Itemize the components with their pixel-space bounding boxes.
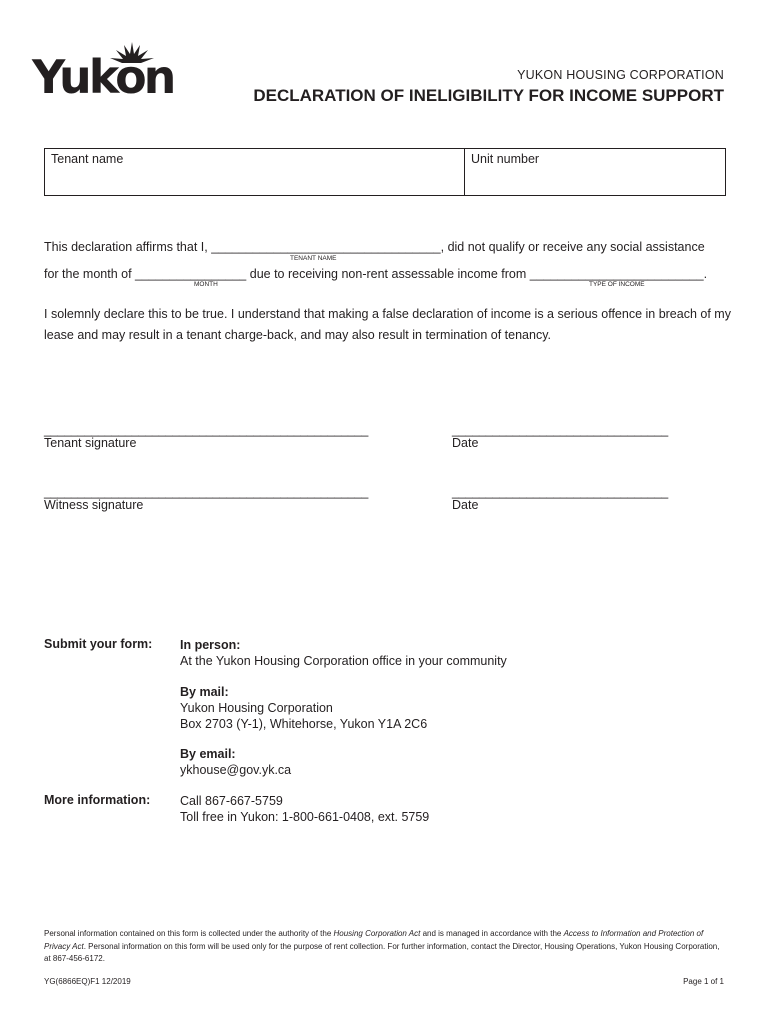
tenant-name-field[interactable]	[45, 149, 465, 195]
submit-in-person	[180, 637, 507, 669]
in-person-title: In person:	[180, 638, 241, 652]
privacy-notice	[44, 928, 724, 966]
tenant-date-line[interactable]: ________________________________	[452, 423, 669, 437]
more-info-contact	[180, 793, 429, 825]
privacy-text: Personal information contained on this form is collected under the authority of the	[44, 929, 334, 938]
submit-by-mail	[180, 684, 427, 732]
declaration-text: for the month of	[44, 267, 136, 281]
unit-number-label: Unit number	[471, 152, 540, 166]
declaration-line-1	[44, 240, 705, 254]
submit-heading: Submit your form:	[44, 637, 153, 651]
more-info-heading: More information:	[44, 793, 151, 807]
witness-date-line[interactable]: ________________________________	[452, 485, 669, 499]
submit-by-email	[180, 746, 291, 778]
unit-number-field[interactable]	[465, 149, 725, 195]
declaration-line-2	[44, 267, 707, 281]
income-type-caption: TYPE OF INCOME	[589, 281, 645, 288]
tenant-date-label: Date	[452, 436, 479, 450]
page-title: DECLARATION OF INELIGIBILITY FOR INCOME SUPPORT	[253, 86, 724, 105]
tenant-info-table	[44, 148, 726, 196]
privacy-text: . Personal information on this form will be used only for the purpose of rent collection. For further information, contact the Director, Housing Operations, Yukon Housing Corporation, at 867-456-6172.	[44, 941, 720, 963]
act-name: Housing Corporation Act	[333, 929, 421, 938]
declaration-text: .	[703, 267, 708, 281]
logo-wordmark: Yukon	[32, 50, 174, 104]
solemn-declaration: I solemnly declare this to be true. I understand that making a false declaration of income is a serious offence in breach of my lease and may result in a tenant charge-back, and may also result in termination of tenancy.	[44, 307, 731, 342]
in-person-text: At the Yukon Housing Corporation office in your community	[180, 654, 507, 668]
page-number: Page 1 of 1	[683, 977, 724, 986]
declaration-text: This declaration affirms that I,	[44, 240, 212, 254]
tenant-name-label: Tenant name	[51, 152, 124, 166]
tenant-name-caption: TENANT NAME	[290, 255, 337, 262]
yukon-logo	[32, 44, 172, 104]
tenant-signature-line[interactable]: ________________________________________________	[44, 423, 369, 437]
privacy-text: and is managed in accordance with the	[420, 929, 564, 938]
act-name: Access to Information and Protection of Privacy Act	[44, 929, 704, 951]
by-mail-title: By mail:	[180, 685, 229, 699]
by-mail-line-1: Yukon Housing Corporation	[180, 701, 333, 715]
by-email-title: By email:	[180, 747, 236, 761]
by-mail-line-2: Box 2703 (Y-1), Whitehorse, Yukon Y1A 2C6	[180, 717, 428, 731]
witness-signature-label: Witness signature	[44, 498, 144, 512]
toll-free-number: Toll free in Yukon: 1-800-661-0408, ext. 5759	[180, 810, 430, 824]
declaration-text: , did not qualify or receive any social assistance	[440, 240, 705, 254]
witness-date-label: Date	[452, 498, 479, 512]
month-caption: MONTH	[194, 281, 218, 288]
month-blank[interactable]: ________________	[135, 267, 247, 281]
form-code: YG(6866EQ)F1 12/2019	[44, 977, 131, 986]
tenant-name-blank[interactable]: _________________________________	[211, 240, 441, 254]
organization-name: YUKON HOUSING CORPORATION	[517, 68, 724, 82]
witness-signature-line[interactable]: ________________________________________________	[44, 485, 369, 499]
declaration-text: due to receiving non-rent assessable income from	[246, 267, 530, 281]
tenant-signature-label: Tenant signature	[44, 436, 137, 450]
income-type-blank[interactable]: _________________________	[529, 267, 704, 281]
email-link[interactable]: ykhouse@gov.yk.ca	[180, 763, 292, 777]
phone-number: Call 867-667-5759	[180, 794, 283, 808]
